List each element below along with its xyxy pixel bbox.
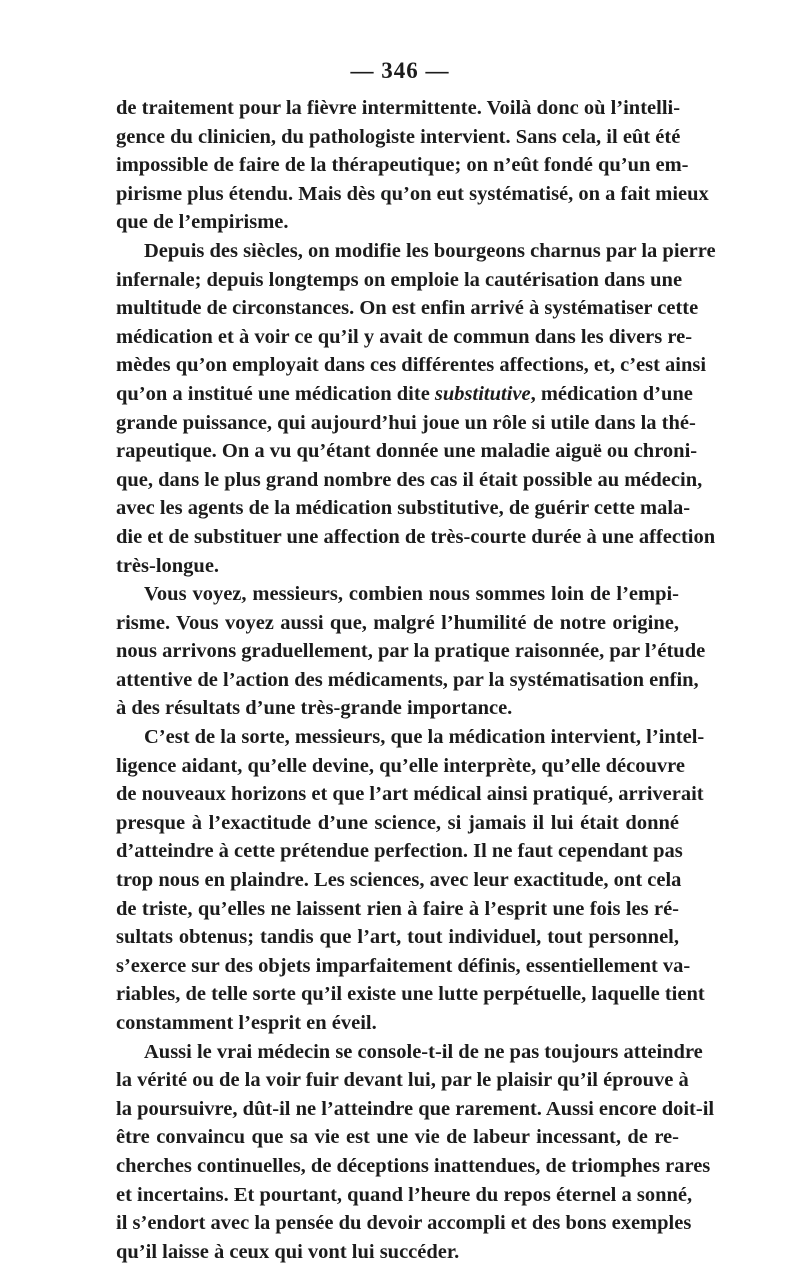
text-line: de nouveaux horizons et que l’art médical ainsi pratiqué, arriverait bbox=[116, 783, 704, 806]
text-line: très-longue. bbox=[116, 554, 220, 577]
text-line: riables, de telle sorte qu’il existe une lutte perpétuelle, laquelle tient bbox=[116, 983, 705, 1006]
italic-term: substitutive bbox=[434, 382, 531, 405]
text-line: avec les agents de la médication substitutive, de guérir cette mala- bbox=[116, 497, 691, 520]
text-line: constamment l’esprit en éveil. bbox=[116, 1012, 377, 1034]
text-line: infernale; depuis longtemps on emploie la cautérisation dans une bbox=[116, 268, 683, 291]
text-line: la poursuivre, dût-il ne l’atteindre que rarement. Aussi encore doit-il bbox=[116, 1097, 715, 1120]
text-line: attentive de l’action des médicaments, par la systématisation enfin, bbox=[116, 668, 699, 691]
text-line: presque à l’exactitude d’une science, si jamais il lui était donné bbox=[116, 811, 679, 834]
body-text bbox=[116, 94, 716, 1266]
text-line: multitude de circonstances. On est enfin arrivé à systématiser cette bbox=[116, 297, 699, 320]
paragraph bbox=[116, 1038, 715, 1266]
text-line: il s’endort avec la pensée du devoir accompli et des bons exemples bbox=[116, 1212, 692, 1235]
text-line: die et de substituer une affection de très-courte durée à une affection bbox=[116, 525, 716, 548]
text-line: sultats obtenus; tandis que l’art, tout individuel, tout personnel, bbox=[116, 926, 679, 949]
text-line: cherches continuelles, de déceptions inattendues, de triomphes rares bbox=[116, 1154, 711, 1177]
text-line: pirisme plus étendu. Mais dès qu’on eut systématisé, on a fait mieux bbox=[116, 182, 709, 205]
text-line: que de l’empirisme. bbox=[116, 211, 289, 234]
text-segment: , médication d’une bbox=[530, 382, 693, 405]
text-line: et incertains. Et pourtant, quand l’heure du repos éternel a sonné, bbox=[116, 1183, 693, 1206]
text-line: impossible de faire de la thérapeutique; on n’eût fondé qu’un em- bbox=[116, 154, 689, 177]
text-line: nous arrivons graduellement, par la pratique raisonnée, par l’étude bbox=[116, 640, 706, 663]
text-line: qu’il laisse à ceux qui vont lui succéder. bbox=[116, 1240, 460, 1263]
paragraph bbox=[116, 94, 709, 237]
text-line: Vous voyez, messieurs, combien nous sommes loin de l’empi- bbox=[144, 583, 679, 606]
text-line: gence du clinicien, du pathologiste intervient. Sans cela, il eût été bbox=[116, 125, 681, 148]
text-line: à des résultats d’une très-grande importance. bbox=[116, 697, 513, 720]
text-line: risme. Vous voyez aussi que, malgré l’humilité de notre origine, bbox=[116, 611, 679, 634]
text-line: être convaincu que sa vie est une vie de labeur incessant, de re- bbox=[116, 1126, 679, 1149]
text-line: Depuis des siècles, on modifie les bourgeons charnus par la pierre bbox=[144, 239, 716, 262]
text-segment: qu’on a institué une médication dite bbox=[116, 382, 435, 405]
text-line bbox=[116, 380, 693, 409]
paragraph bbox=[116, 237, 716, 580]
paragraph bbox=[116, 723, 705, 1038]
text-line: C’est de la sorte, messieurs, que la médication intervient, l’intel- bbox=[144, 726, 705, 749]
text-line: s’exerce sur des objets imparfaitement définis, essentiellement va- bbox=[116, 954, 691, 977]
text-line: Aussi le vrai médecin se console-t-il de ne pas toujours atteindre bbox=[144, 1040, 703, 1063]
text-line: rapeutique. On a vu qu’étant donnée une maladie aiguë ou chroni- bbox=[116, 440, 698, 463]
text-line: trop nous en plaindre. Les sciences, avec leur exactitude, ont cela bbox=[116, 869, 682, 892]
text-line: médication et à voir ce qu’il y avait de commun dans les divers re- bbox=[116, 325, 693, 348]
text-line: de traitement pour la fièvre intermittente. Voilà donc où l’intelli- bbox=[116, 97, 681, 119]
text-line: que, dans le plus grand nombre des cas il était possible au médecin, bbox=[116, 468, 703, 491]
page-number: — 346 — bbox=[350, 58, 450, 83]
text-line: d’atteindre à cette prétendue perfection. Il ne faut cependant pas bbox=[116, 840, 683, 863]
text-line: de triste, qu’elles ne laissent rien à faire à l’esprit une fois les ré- bbox=[116, 897, 679, 920]
text-line: grande puissance, qui aujourd’hui joue un rôle si utile dans la thé- bbox=[116, 411, 696, 434]
paragraph bbox=[116, 580, 706, 723]
text-line: ligence aidant, qu’elle devine, qu’elle interprète, qu’elle découvre bbox=[116, 754, 685, 777]
text-line: mèdes qu’on employait dans ces différentes affections, et, c’est ainsi bbox=[116, 354, 707, 377]
text-line: la vérité ou de la voir fuir devant lui, par le plaisir qu’il éprouve à bbox=[116, 1069, 689, 1092]
